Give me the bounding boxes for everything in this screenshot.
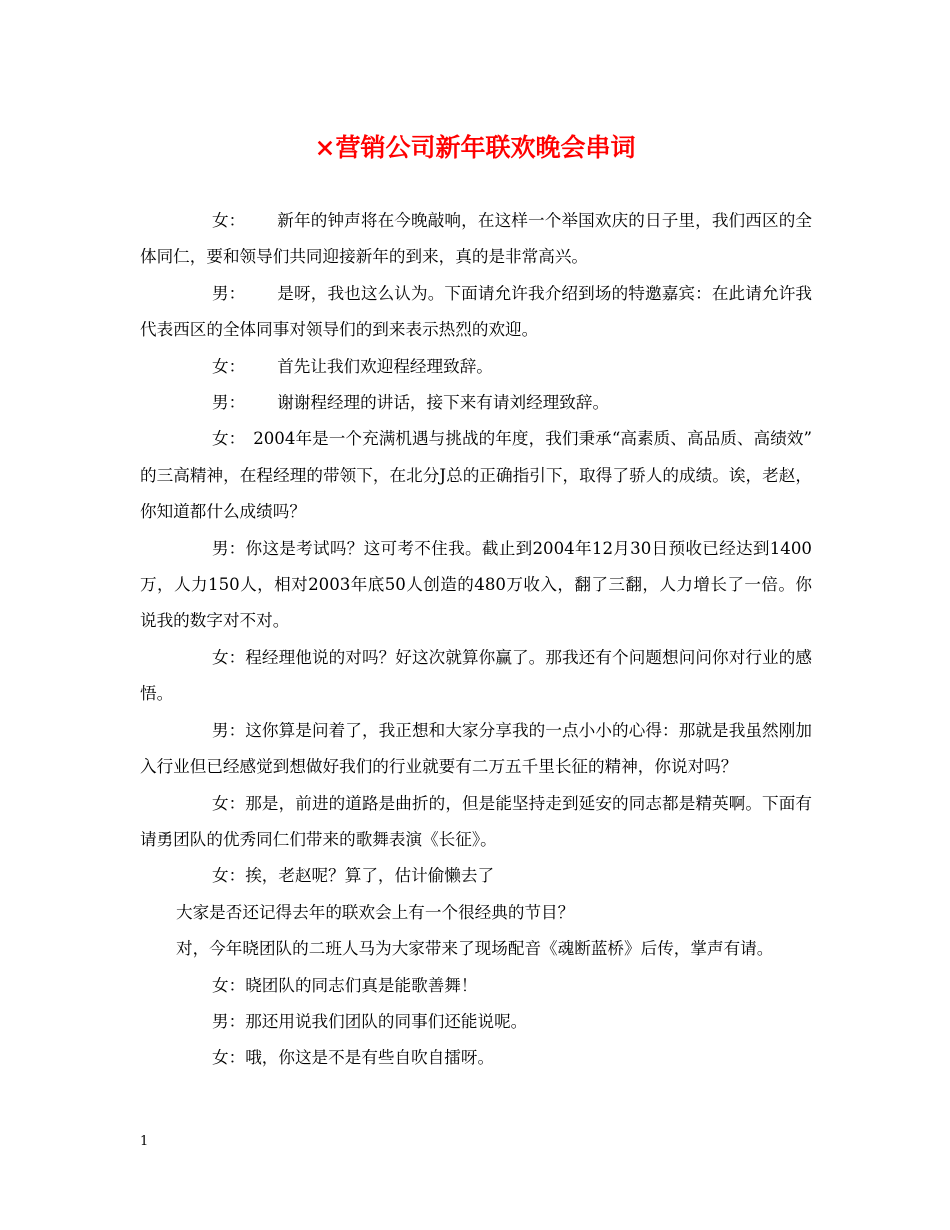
speaker-label: 男： xyxy=(212,538,246,558)
paragraph-text: 对，今年晓团队的二班人马为大家带来了现场配音《魂断蓝桥》后传，掌声有请。 xyxy=(176,939,774,959)
paragraph-text: 是呀，我也这么认为。下面请允许我介绍到场的特邀嘉宾：在此请允许我代表西区的全体同事对领导们的到来表示热烈的欢迎。 xyxy=(140,283,812,340)
paragraph-text: 你这是考试吗？这可考不住我。截止到2004年12月30日预收已经达到1400万，人力150人，相对2003年底50人创造的480万收入，翻了三翻，人力增长了一倍。你说我的数字对不对。 xyxy=(140,538,812,631)
paragraph-text: 首先让我们欢迎程经理致辞。 xyxy=(277,356,493,376)
speaker-label: 女： xyxy=(212,647,246,667)
page-number: 1 xyxy=(140,1134,149,1149)
paragraph xyxy=(140,968,812,1004)
paragraph xyxy=(140,931,812,967)
speaker-label: 女： xyxy=(212,975,246,995)
paragraph xyxy=(140,531,812,640)
speaker-label: 女： xyxy=(212,356,246,376)
paragraph xyxy=(140,1004,812,1040)
document-body xyxy=(140,203,812,1077)
paragraph-text: 新年的钟声将在今晚敲响，在这样一个举国欢庆的日子里，我们西区的全体同仁，要和领导们共同迎接新年的到来，真的是非常高兴。 xyxy=(140,211,812,267)
paragraph xyxy=(140,858,812,894)
paragraph-text: 晓团队的同志们真是能歌善舞！ xyxy=(245,975,478,995)
paragraph xyxy=(140,203,812,276)
paragraph xyxy=(140,349,812,385)
paragraph-text: 谢谢程经理的讲话，接下来有请刘经理致辞。 xyxy=(277,393,610,413)
paragraph-text: 2004年是一个充满机遇与挑战的年度，我们秉承“高素质、高品质、高绩效” 的三高精神，在程经理的带领下，在北分J总的正确指引下，取得了骄人的成绩。诶，老赵，你知道都什么成绩吗？ xyxy=(140,429,812,522)
paragraph-text: 那是，前进的道路是曲折的，但是能坚持走到延安的同志都是精英啊。下面有请勇团队的优秀同仁们带来的歌舞表演《长征》。 xyxy=(140,793,812,849)
paragraph xyxy=(140,276,812,349)
paragraph xyxy=(140,1040,812,1076)
speaker-label: 女： xyxy=(212,866,246,886)
speaker-label: 女： xyxy=(212,1048,246,1068)
speaker-label: 男： xyxy=(212,283,246,303)
speaker-label: 男： xyxy=(212,1011,246,1031)
speaker-label: 女： xyxy=(212,211,246,230)
paragraph xyxy=(140,640,812,713)
speaker-label: 女： xyxy=(212,429,246,449)
paragraph xyxy=(140,895,812,931)
paragraph xyxy=(140,385,812,421)
paragraph-text: 大家是否还记得去年的联欢会上有一个很经典的节目？ xyxy=(176,902,575,922)
paragraph-text: 这你算是问着了，我正想和大家分享我的一点小小的心得：那就是我虽然刚加入行业但已经感觉到想做好我们的行业就要有二万五千里长征的精神，你说对吗？ xyxy=(140,720,812,777)
paragraph-text: 那还用说我们团队的同事们还能说呢。 xyxy=(245,1011,528,1031)
paragraph-text: 程经理他说的对吗？好这次就算你赢了。那我还有个问题想问问你对行业的感悟。 xyxy=(140,647,812,704)
paragraph xyxy=(140,421,812,530)
speaker-label: 男： xyxy=(212,393,246,413)
document-title: ×营销公司新年联欢晚会串词 xyxy=(314,133,636,162)
speaker-label: 女： xyxy=(212,793,246,813)
speaker-label: 男： xyxy=(212,720,246,740)
paragraph xyxy=(140,713,812,786)
paragraph-text: 挨，老赵呢？算了，估计偷懒去了 xyxy=(245,866,495,886)
paragraph xyxy=(140,786,812,859)
paragraph-text: 哦，你这是不是有些自吹自擂呀。 xyxy=(245,1048,495,1068)
